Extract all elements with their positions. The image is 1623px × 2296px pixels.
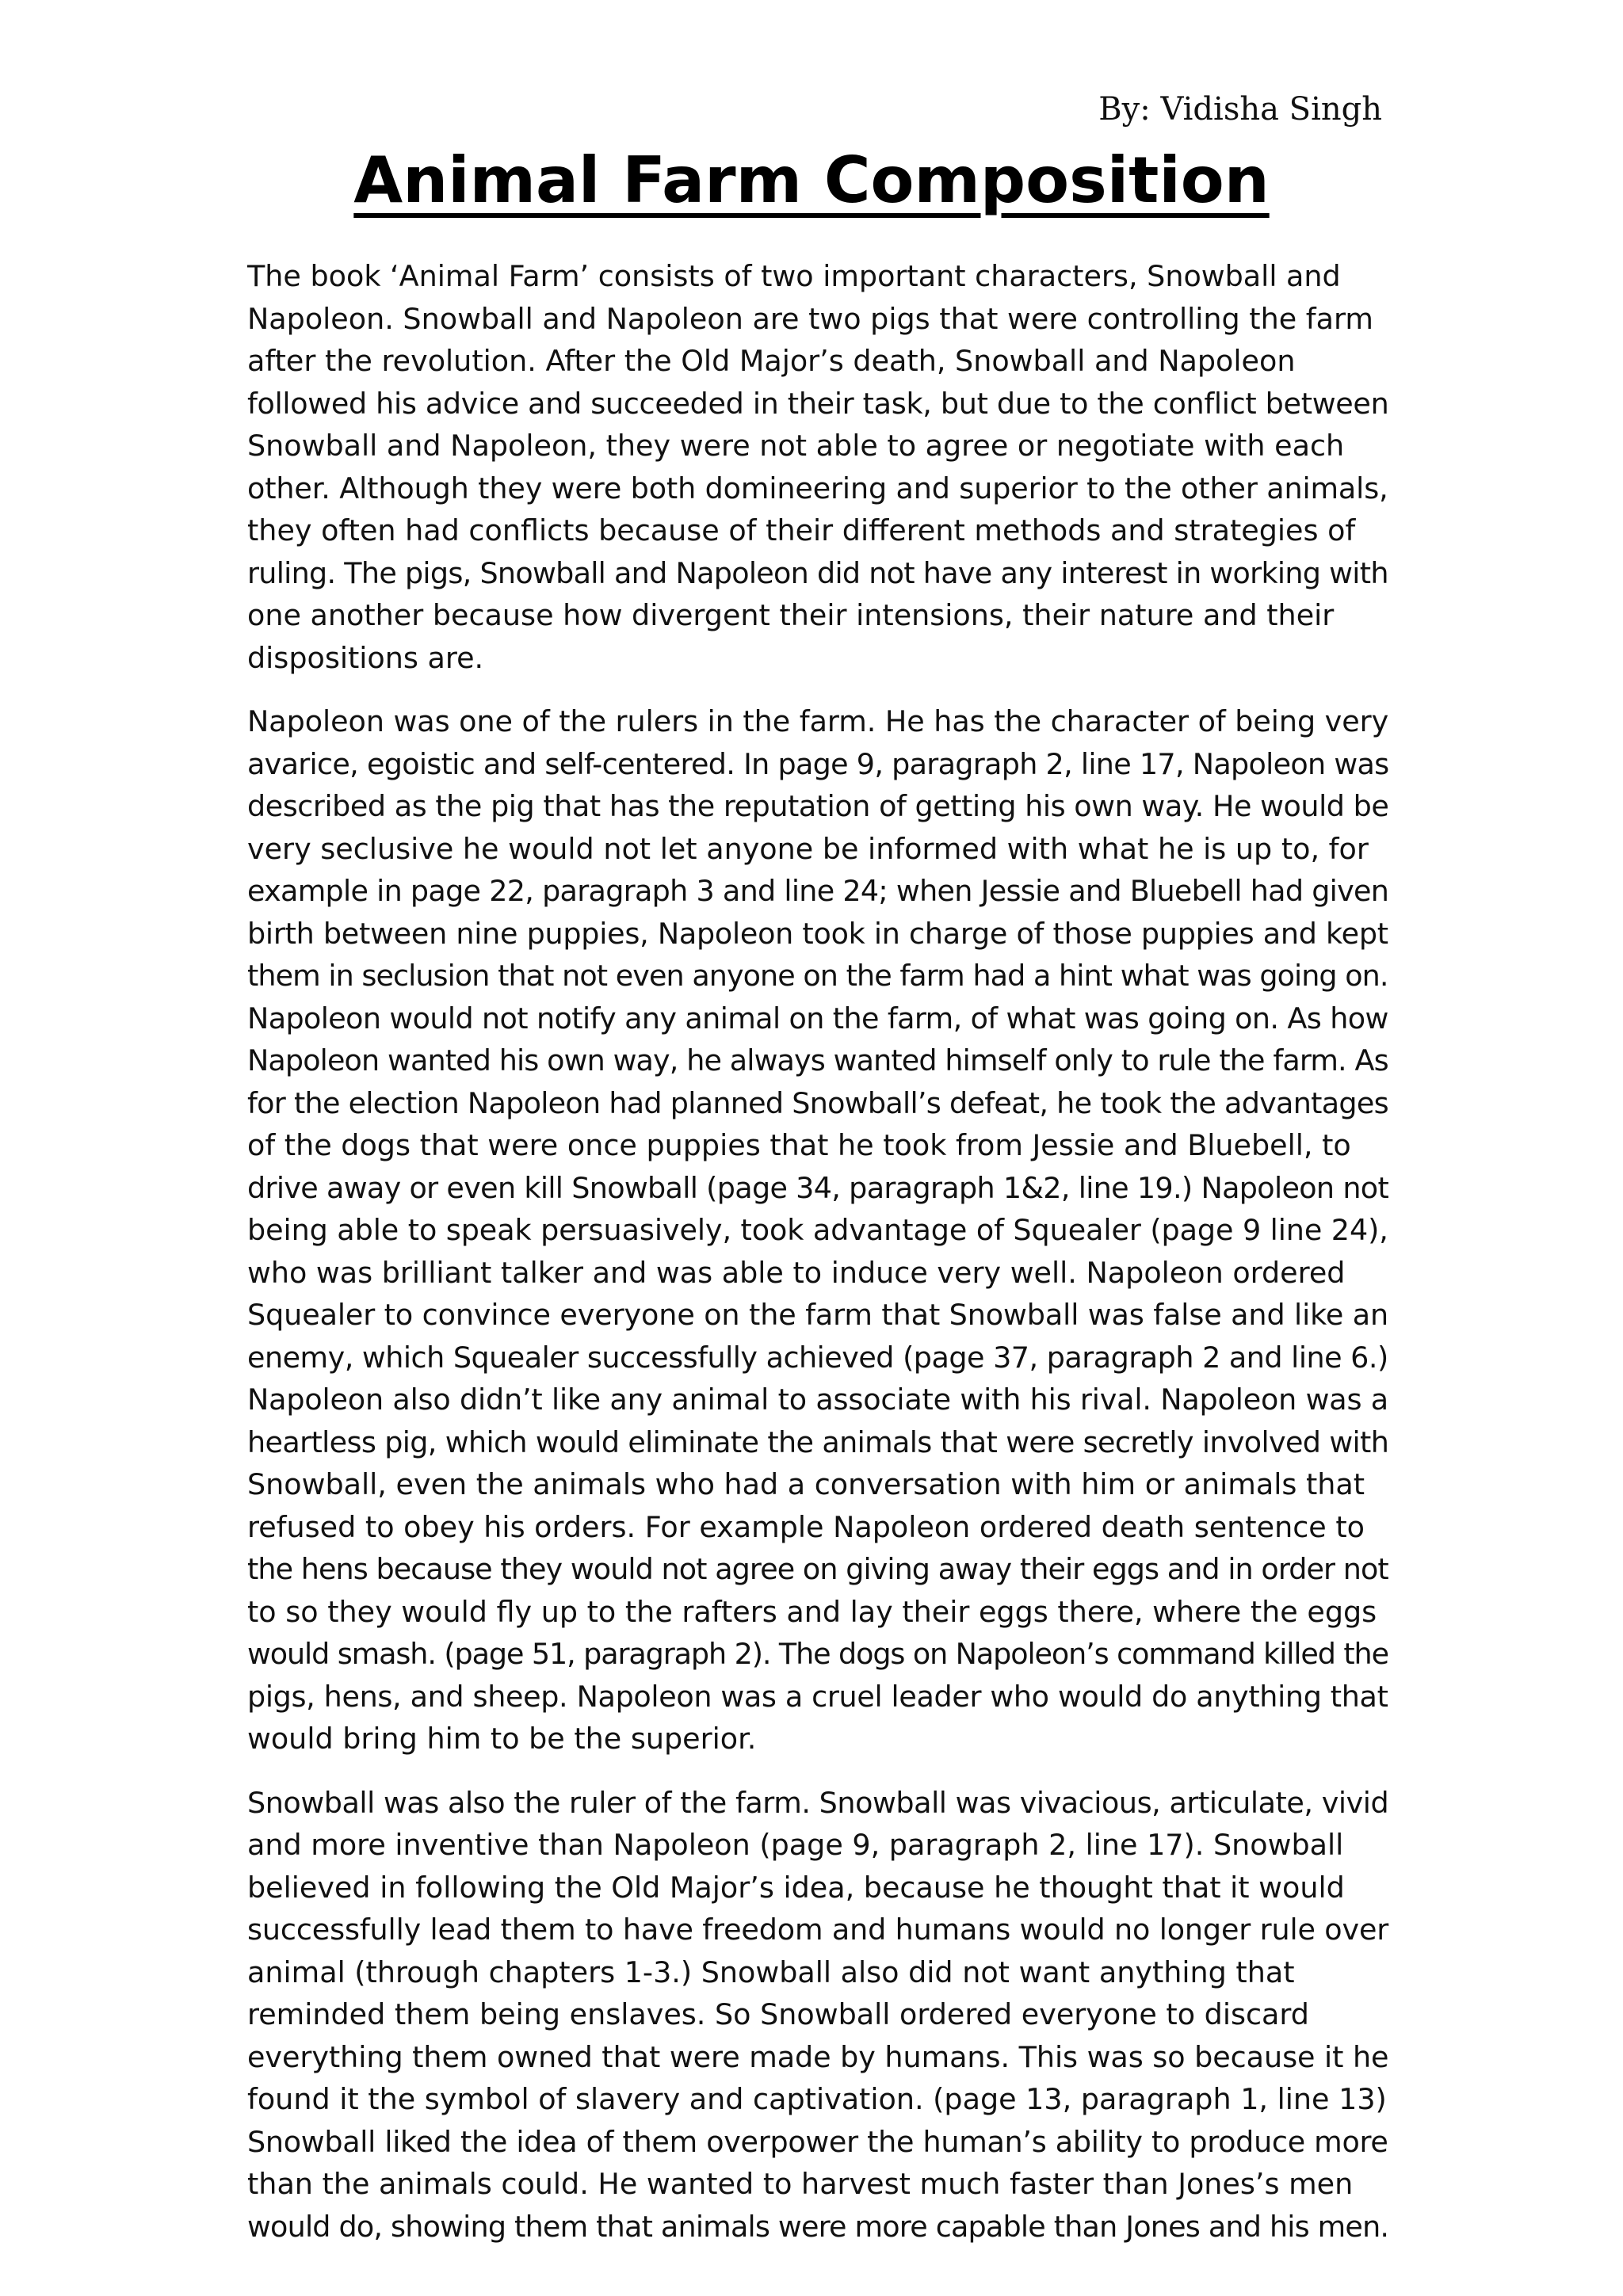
text-line: followed his advice and succeeded in their task, but due to the conflict between [247, 386, 1389, 421]
text-line: found it the symbol of slavery and captivation. (page 13, paragraph 1, line 13) [247, 2082, 1387, 2116]
text-line: Snowball liked the idea of them overpower the human’s ability to produce more [247, 2124, 1388, 2159]
text-line: very seclusive he would not let anyone be informed with what he is up to, for [247, 831, 1369, 866]
text-line: Snowball, even the animals who had a conversation with him or animals that [247, 1467, 1365, 1501]
text-line: Snowball was also the ruler of the farm. Snowball was vivacious, articulate, vivid [247, 1785, 1389, 1820]
text-line: would do, showing them that animals were more capable than Jones and his men. [247, 2209, 1389, 2244]
text-line: drive away or even kill Snowball (page 34, paragraph 1&2, line 19.) Napoleon not [247, 1170, 1389, 1205]
paragraph-1 [247, 255, 1388, 679]
text-line: animal (through chapters 1-3.) Snowball also did not want anything that [247, 1955, 1295, 1989]
text-line: example in page 22, paragraph 3 and line 24; when Jessie and Bluebell had given [247, 874, 1389, 908]
text-line: heartless pig, which would eliminate the animals that were secretly involved with [247, 1425, 1389, 1459]
text-line: dispositions are. [247, 640, 484, 675]
author-byline: By: Vidisha Singh [1098, 91, 1382, 128]
text-line: avarice, egoistic and self-centered. In page 9, paragraph 2, line 17, Napoleon was [247, 746, 1389, 781]
text-line: would bring him to be the superior. [247, 1722, 757, 1756]
text-line: after the revolution. After the Old Major’s death, Snowball and Napoleon [247, 344, 1296, 378]
text-line: Snowball and Napoleon, they were not able to agree or negotiate with each [247, 429, 1345, 463]
text-line: Napoleon also didn’t like any animal to associate with his rival. Napoleon was a [247, 1383, 1388, 1417]
paragraph-2 [247, 700, 1388, 1760]
text-line: of the dogs that were once puppies that he took from Jessie and Bluebell, to [247, 1128, 1351, 1162]
document-body [247, 255, 1388, 2269]
text-line: believed in following the Old Major’s idea, because he thought that it would [247, 1870, 1345, 1905]
text-line: birth between nine puppies, Napoleon took in charge of those puppies and kept [247, 916, 1388, 951]
text-line: to so they would fly up to the rafters and lay their eggs there, where the eggs [247, 1594, 1377, 1629]
text-line: they often had conflicts because of their different methods and strategies of [247, 513, 1356, 547]
text-line: one another because how divergent their intensions, their nature and their [247, 598, 1335, 632]
text-line: Napoleon. Snowball and Napoleon are two pigs that were controlling the farm [247, 301, 1373, 336]
page-title-text: Animal Farm Composition [353, 143, 1270, 217]
text-line: being able to speak persuasively, took advantage of Squealer (page 9 line 24), [247, 1213, 1388, 1247]
text-line: successfully lead them to have freedom and humans would no longer rule over [247, 1913, 1389, 1947]
text-line: Squealer to convince everyone on the farm that Snowball was false and like an [247, 1298, 1389, 1332]
text-line: described as the pig that has the reputation of getting his own way. He would be [247, 789, 1389, 823]
text-line: Napoleon was one of the rulers in the farm. He has the character of being very [247, 704, 1389, 738]
text-line: Napoleon would not notify any animal on the farm, of what was going on. As how [247, 1001, 1388, 1035]
text-line: The book ‘Animal Farm’ consists of two important characters, Snowball and [247, 259, 1341, 293]
text-line: for the election Napoleon had planned Snowball’s defeat, he took the advantages [247, 1085, 1388, 1120]
text-line: refused to obey his orders. For example Napoleon ordered death sentence to [247, 1509, 1365, 1544]
text-line: would smash. (page 51, paragraph 2). The dogs on Napoleon’s command killed the [247, 1637, 1388, 1671]
text-line: pigs, hens, and sheep. Napoleon was a cruel leader who would do anything that [247, 1679, 1388, 1714]
text-line: who was brilliant talker and was able to induce very well. Napoleon ordered [247, 1255, 1346, 1290]
page-title [0, 143, 1623, 217]
text-line: enemy, which Squealer successfully achieved (page 37, paragraph 2 and line 6.) [247, 1340, 1388, 1375]
text-line: and more inventive than Napoleon (page 9, paragraph 2, line 17). Snowball [247, 1828, 1344, 1862]
text-line: them in seclusion that not even anyone on the farm had a hint what was going on. [247, 959, 1388, 993]
text-line: than the animals could. He wanted to harvest much faster than Jones’s men [247, 2167, 1354, 2201]
text-line: everything them owned that were made by humans. This was so because it he [247, 2039, 1389, 2074]
text-line: ruling. The pigs, Snowball and Napoleon did not have any interest in working with [247, 555, 1388, 590]
text-line: other. Although they were both domineering and superior to the other animals, [247, 471, 1388, 505]
paragraph-3 [247, 1782, 1388, 2248]
text-line: Napoleon wanted his own way, he always wanted himself only to rule the farm. As [247, 1043, 1388, 1077]
text-line: the hens because they would not agree on giving away their eggs and in order not [247, 1552, 1388, 1586]
text-line: reminded them being enslaves. So Snowball ordered everyone to discard [247, 1997, 1309, 2031]
